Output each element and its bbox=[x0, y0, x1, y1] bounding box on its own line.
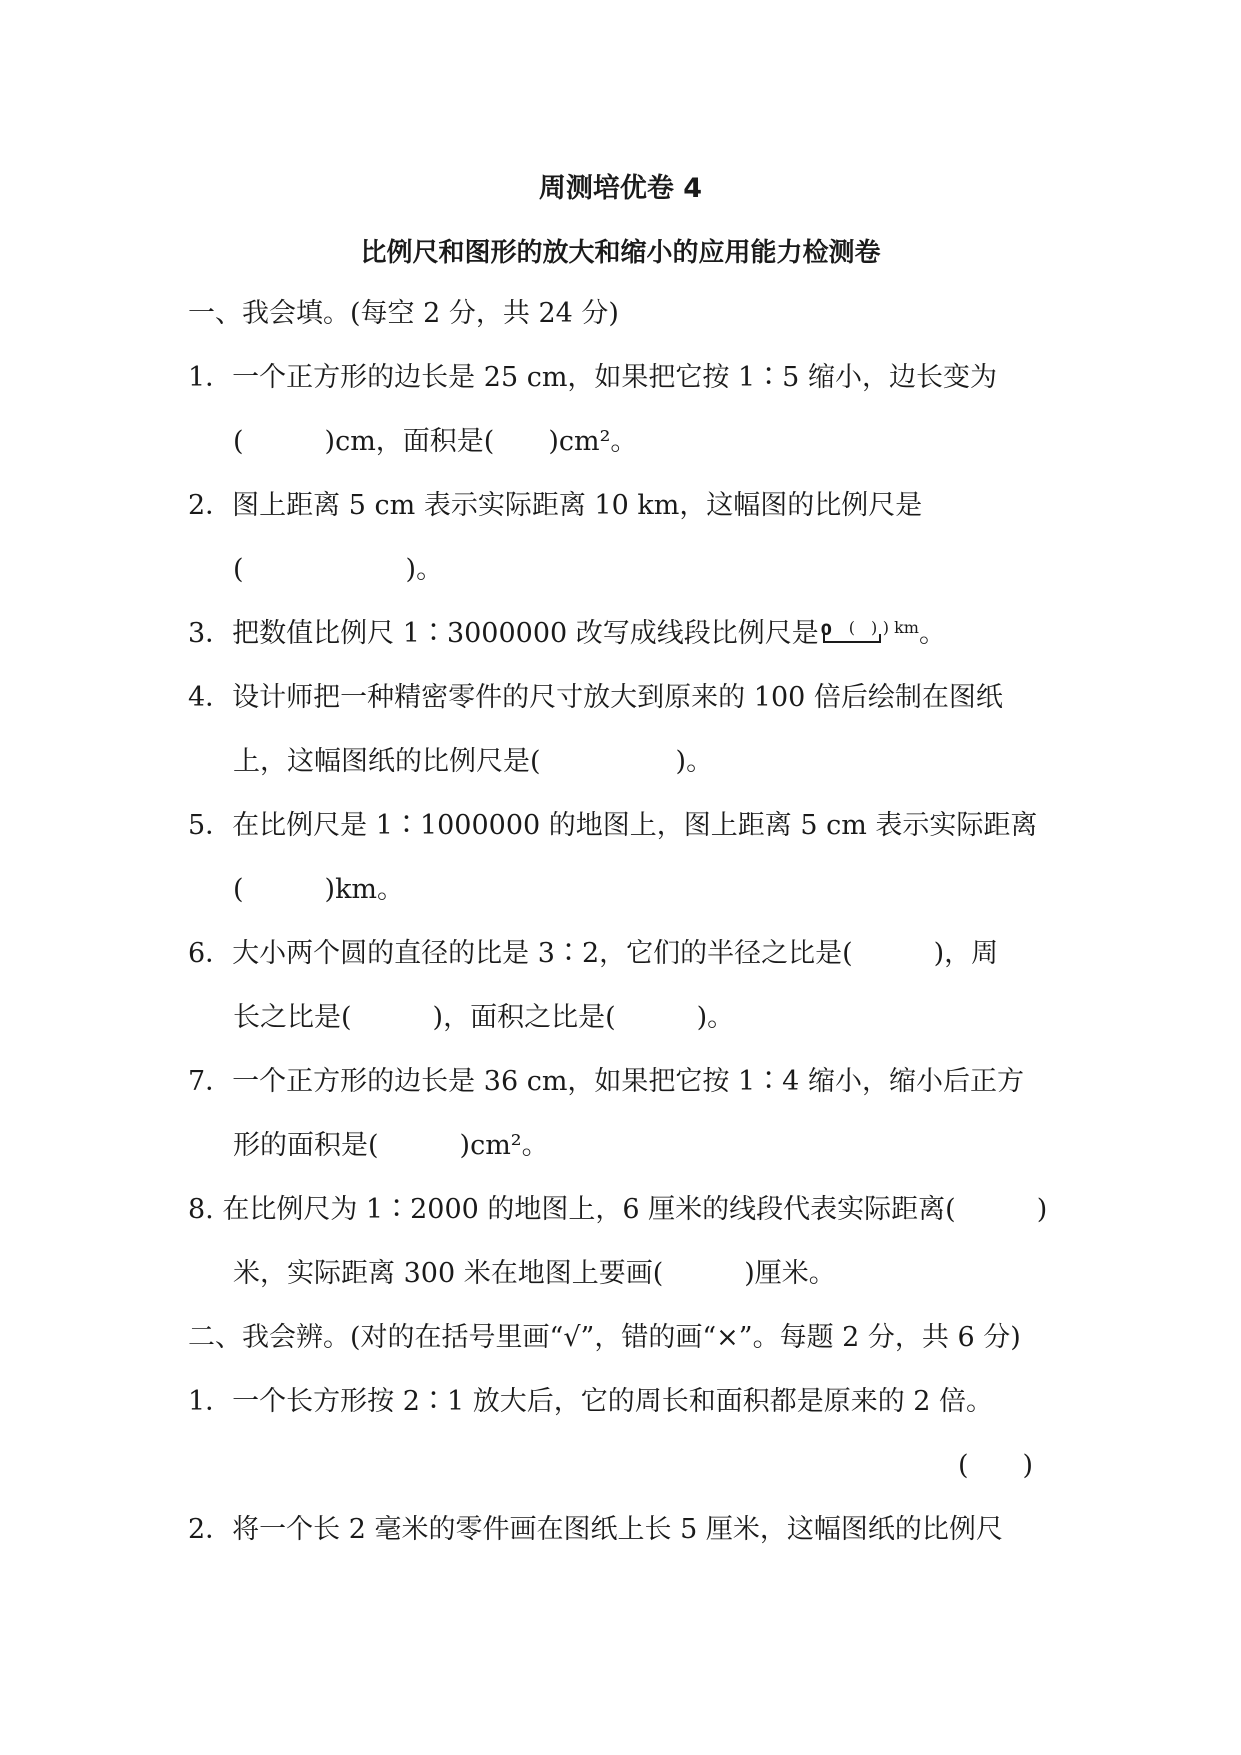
scale-unit-label: ) km bbox=[882, 618, 919, 637]
question-1-3 bbox=[188, 614, 946, 654]
answer-blank: ( ) bbox=[958, 1450, 1034, 1481]
question-1-4: 4．设计师把一种精密零件的尺寸放大到原来的 100 倍后绘制在图纸 bbox=[188, 682, 1003, 713]
question-1-3-text: 3．把数值比例尺 1∶3000000 改写成线段比例尺是 bbox=[188, 618, 819, 649]
question-1-7-cont: 形的面积是( )cm²。 bbox=[233, 1130, 549, 1161]
question-1-6: 6．大小两个圆的直径的比是 3∶2，它们的半径之比是( )，周 bbox=[188, 938, 999, 969]
question-1-8-cont: 米，实际距离 300 米在地图上要画( )厘米。 bbox=[233, 1258, 836, 1289]
question-1-1-cont: ( )cm，面积是( )cm²。 bbox=[233, 426, 638, 457]
question-1-4-cont: 上，这幅图纸的比例尺是( )。 bbox=[233, 746, 714, 777]
page-subtitle: 比例尺和图形的放大和缩小的应用能力检测卷 bbox=[360, 238, 881, 268]
scale-zero-label: 0 bbox=[820, 620, 832, 639]
question-1-5-cont: ( )km。 bbox=[233, 874, 405, 905]
question-1-2-cont: ( )。 bbox=[233, 554, 444, 585]
line-segment-scale bbox=[819, 614, 883, 654]
question-1-8: 8. 在比例尺为 1∶2000 的地图上，6 厘米的线段代表实际距离( ) bbox=[188, 1194, 1048, 1225]
question-1-1: 1．一个正方形的边长是 25 cm，如果把它按 1∶5 缩小，边长变为 bbox=[188, 362, 997, 393]
section2-heading: 二、我会辨。(对的在括号里画“√”，错的画“×”。每题 2 分，共 6 分) bbox=[188, 1322, 1021, 1353]
scale-bar bbox=[823, 634, 881, 643]
section1-heading: 一、我会填。(每空 2 分，共 24 分) bbox=[188, 298, 619, 329]
question-1-2: 2．图上距离 5 cm 表示实际距离 10 km，这幅图的比例尺是 bbox=[188, 490, 923, 521]
question-1-7: 7．一个正方形的边长是 36 cm，如果把它按 1∶4 缩小，缩小后正方 bbox=[188, 1066, 1024, 1097]
question-1-6-cont: 长之比是( )，面积之比是( )。 bbox=[233, 1002, 735, 1033]
page-title: 周测培优卷 4 bbox=[538, 173, 703, 204]
scale-blank: ( ) bbox=[848, 618, 878, 637]
question-2-1: 1．一个长方形按 2∶1 放大后，它的周长和面积都是原来的 2 倍。 bbox=[188, 1386, 994, 1417]
question-1-3-end: 。 bbox=[918, 618, 946, 649]
question-1-5: 5．在比例尺是 1∶1000000 的地图上，图上距离 5 cm 表示实际距离 bbox=[188, 810, 1038, 841]
question-2-2: 2．将一个长 2 毫米的零件画在图纸上长 5 厘米，这幅图纸的比例尺 bbox=[188, 1514, 1003, 1545]
